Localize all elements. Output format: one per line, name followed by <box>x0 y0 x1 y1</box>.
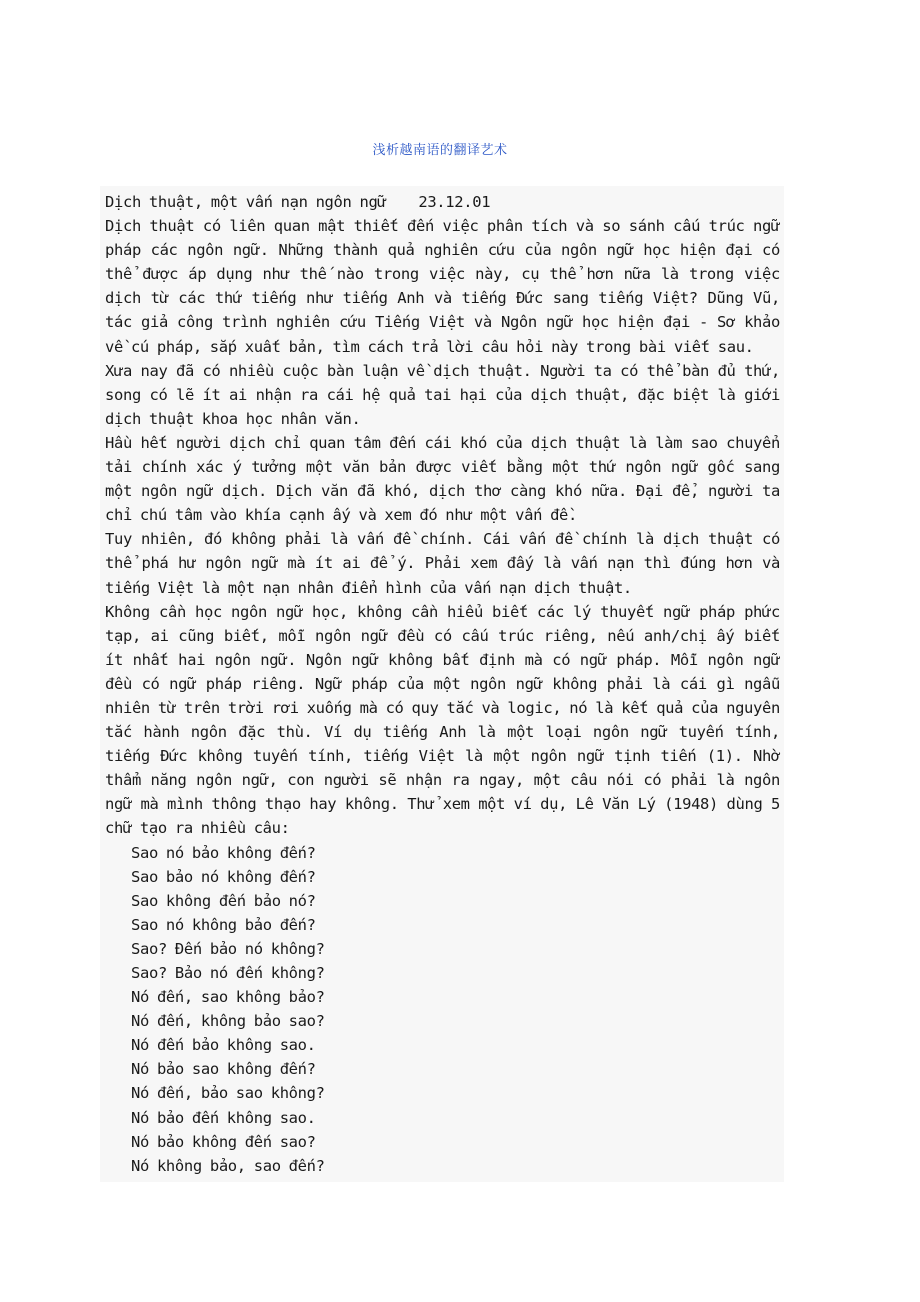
example-sentence: Sao bảo nó không đến? <box>131 867 316 886</box>
paragraph: Hầu hết người dịch chỉ quan tâm đến cái khó của dịch thuật là làm sao chuyển tải chính xác ý tưởng một văn bản được viết bằng một thứ ngôn ngữ gốc sang một ngôn ngữ dịch. Dịch văn đã khó, dịch thơ càng khó nữa. Đại để, người ta chỉ chú tâm vào khía cạnh ấy và xem đó như một vấn đề. <box>105 433 780 525</box>
article-text <box>100 186 784 1178</box>
example-sentence: Sao? Đến bảo nó không? <box>131 939 325 958</box>
example-sentence: Sao nó bảo không đến? <box>131 843 316 862</box>
example-sentence: Nó không bảo, sao đến? <box>131 1156 325 1175</box>
example-sentence: Nó bảo đến không sao. <box>131 1108 316 1127</box>
example-sentence: Nó đến, bảo sao không? <box>131 1084 325 1103</box>
article-body <box>100 186 784 1182</box>
example-sentence: Nó đến, sao không bảo? <box>131 988 325 1007</box>
paragraph: Tuy nhiên, đó không phải là vấn đề chính. Cái vấn đề chính là dịch thuật có thể phá hư ngôn ngữ mà ít ai để ý. Phải xem đấy là vấn nạn thì đúng hơn và tiếng Việt là một nạn nhân điển hình của vấn nạn dịch thuật. <box>105 530 780 597</box>
paragraph: Không cần học ngôn ngữ học, không cần hiểu biết các lý thuyết ngữ pháp phức tạp, ai cũng biết, mỗi ngôn ngữ đều có cấu trúc riêng, nếu anh/chị ấy biết ít nhất hai ngôn ngữ. Ngôn ngữ không bất định mà có ngữ pháp. Mỗi ngôn ngữ đều có ngữ pháp riêng. Ngữ pháp của một ngôn ngữ không phải là cái gì ngẫu nhiên từ trên trời rơi xuống mà có quy tắc và logic, nó là kết quả của nguyên tắc hành ngôn đặc thù. Ví dụ tiếng Anh là một loại ngôn ngữ tuyến tính, tiếng Đức không tuyến tính, tiếng Việt là một ngôn ngữ tịnh tiến (1). Nhờ thẩm năng ngôn ngữ, con người sẽ nhận ra ngay, một câu nói có phải là ngôn ngữ mà mình thông thạo hay không. Thử xem một ví dụ, Lê Văn Lý (1948) dùng 5 chữ tạo ra nhiều câu: <box>105 602 780 838</box>
example-sentence: Sao? Bảo nó đến không? <box>131 964 325 982</box>
paragraph: Dịch thuật có liên quan mật thiết đến việc phân tích và so sánh cấu trúc ngữ pháp các ngôn ngữ. Những thành quả nghiên cứu của ngôn ngữ học hiện đại có thể được áp dụng như thế nào trong việc này, cụ thể hơn nữa là trong việc dịch từ các thứ tiếng như tiếng Anh và tiếng Đức sang tiếng Việt? Dũng Vũ, tác giả công trình nghiên cứu Tiếng Việt và Ngôn ngữ học hiện đại - Sơ khảo về cú pháp, sắp xuất bản, tìm cách trả lời câu hỏi này trong bài viết sau. <box>105 217 780 356</box>
article-heading: Dịch thuật, một vấn nạn ngôn ngữ 23.12.01 <box>105 193 491 211</box>
document-title: 浅析越南语的翻译艺术 <box>372 143 508 158</box>
example-sentence: Sao nó không bảo đến? <box>131 915 316 934</box>
example-sentence: Nó bảo sao không đến? <box>131 1060 316 1079</box>
example-sentence: Nó đến, không bảo sao? <box>131 1012 325 1031</box>
paragraph: Xưa nay đã có nhiều cuộc bàn luận về dịch thuật. Người ta có thể bàn đủ thứ, song có lẽ ít ai nhận ra cái hệ quả tai hại của dịch thuật, đặc biệt là giới dịch thuật khoa học nhân văn. <box>105 361 780 428</box>
example-sentence: Nó đến bảo không sao. <box>131 1036 316 1055</box>
example-sentence: Sao không đến bảo nó? <box>131 891 316 910</box>
example-sentence: Nó bảo không đến sao? <box>131 1132 316 1151</box>
example-sentence-list <box>105 841 780 1178</box>
